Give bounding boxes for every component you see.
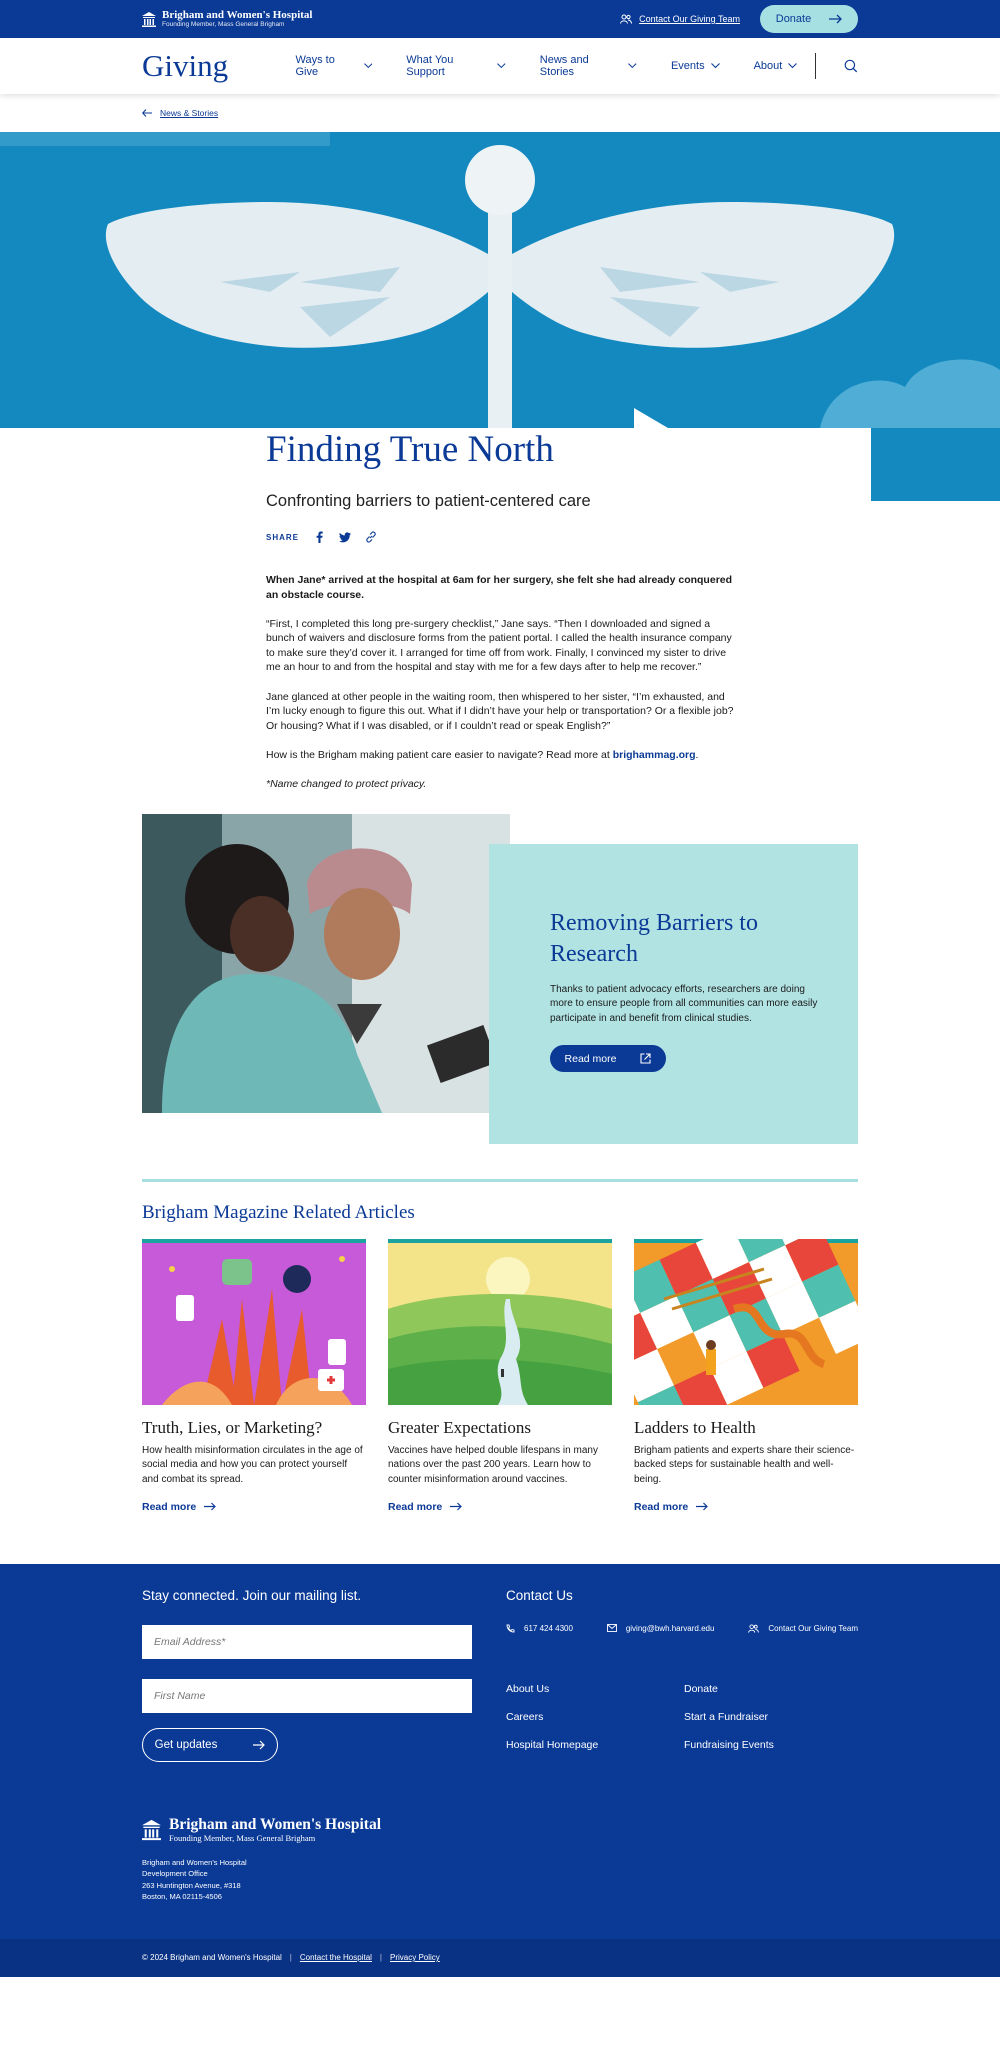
feature-description: Thanks to patient advocacy efforts, researchers are doing more to ensure people from all communities can more easily participate in and benefit from clinical studies. [550, 983, 818, 1024]
copyright-text: © 2024 Brigham and Women's Hospital [142, 1953, 282, 1963]
postal-address [142, 1857, 381, 1903]
footer-brand [142, 1817, 381, 1903]
contact-section [506, 1588, 858, 1751]
nav-divider [815, 53, 816, 79]
giving-home-link[interactable]: Giving [142, 48, 229, 83]
read-more-label: Read more [564, 1052, 617, 1065]
separator: | [379, 1953, 382, 1963]
email-placeholder: Email Address* [154, 1635, 226, 1648]
article-card[interactable] [634, 1239, 858, 1513]
card-title: Ladders to Health [634, 1417, 756, 1437]
copy-link-icon[interactable] [365, 531, 377, 543]
get-updates-button[interactable] [142, 1728, 278, 1762]
read-more-label: Read more [142, 1500, 197, 1513]
nav-about[interactable] [754, 60, 798, 72]
phone-number: 617 424 4300 [524, 1623, 573, 1633]
contact-heading: Contact Us [506, 1587, 573, 1603]
patient-consultation-photo [142, 814, 510, 1113]
people-icon [748, 1624, 759, 1633]
email-address: giving@bwh.harvard.edu [625, 1623, 715, 1633]
people-icon [620, 14, 632, 24]
arrow-right-icon [450, 1502, 462, 1511]
footer-link-start-fundraiser[interactable]: Start a Fundraiser [684, 1710, 769, 1723]
privacy-note: *Name changed to protect privacy. [266, 777, 427, 790]
card-read-more-link[interactable] [142, 1501, 366, 1513]
article-card[interactable] [388, 1239, 612, 1513]
address-line: 263 Huntington Avenue, #318 [142, 1880, 241, 1890]
phone-link[interactable] [506, 1624, 573, 1633]
nav-news-and-stories[interactable] [540, 54, 637, 78]
email-field[interactable] [142, 1625, 472, 1659]
site-footer [0, 1564, 1000, 1939]
card-title: Truth, Lies, or Marketing? [142, 1417, 323, 1437]
article-card[interactable] [142, 1239, 366, 1513]
card-text: Brigham patients and experts share their science-backed steps for sustainable health and well-being. [634, 1444, 855, 1485]
nav-label: News and Stories [539, 54, 589, 78]
article-body [266, 573, 736, 792]
email-link[interactable] [607, 1624, 715, 1633]
feature-title: Removing Barriers to Research [550, 909, 758, 967]
article-subtitle: Confronting barriers to patient-centered care [266, 492, 591, 510]
feature-photo [142, 814, 510, 1113]
chevron-down-icon [711, 63, 720, 69]
donate-button[interactable] [760, 5, 858, 33]
search-icon[interactable] [844, 59, 858, 73]
arrow-right-icon [253, 1740, 265, 1750]
hospital-logo[interactable] [142, 10, 312, 29]
address-line: Boston, MA 02115-4506 [142, 1892, 222, 1902]
arrow-left-icon [142, 109, 152, 117]
arrow-right-icon [829, 14, 842, 24]
mailing-signup [142, 1588, 472, 1762]
separator: | [289, 1953, 292, 1963]
misinformation-illustration [142, 1239, 366, 1405]
building-icon [142, 12, 156, 27]
contact-hospital-link[interactable]: Contact the Hospital [299, 1953, 372, 1963]
nav-label: Ways to Give [295, 54, 335, 78]
paragraph-text: How is the Brigham making patient care easier to navigate? Read more at [266, 748, 613, 761]
share-label: SHARE [266, 532, 300, 542]
contact-team-label: Contact Our Giving Team [768, 1623, 858, 1633]
card-image [388, 1239, 612, 1405]
feature-callout [0, 814, 1000, 1179]
breadcrumb[interactable] [0, 94, 1000, 132]
share-bar [266, 531, 736, 543]
nav-events[interactable] [671, 60, 720, 72]
feature-panel [489, 844, 858, 1144]
contact-giving-team-label: Contact Our Giving Team [639, 14, 740, 24]
footer-brand-name: Brigham and Women's Hospital [169, 1815, 382, 1833]
article-paragraph [266, 748, 736, 763]
chevron-down-icon [364, 63, 373, 69]
card-text: How health misinformation circulates in the age of social media and how you can protect yourself and combat its spread. [142, 1444, 363, 1485]
utility-bar [0, 0, 1000, 38]
address-line: Brigham and Women's Hospital [142, 1857, 247, 1867]
contact-giving-team-link[interactable] [620, 14, 740, 24]
chevron-down-icon [628, 63, 637, 69]
phone-icon [506, 1624, 515, 1633]
privacy-policy-link[interactable]: Privacy Policy [390, 1953, 440, 1963]
chevron-down-icon [788, 63, 797, 69]
hero-corner-block [871, 428, 1000, 501]
get-updates-label: Get updates [154, 1738, 218, 1751]
main-navigation [0, 38, 1000, 94]
card-read-more-link[interactable] [634, 1501, 858, 1513]
footer-links [506, 1683, 858, 1751]
related-articles [0, 1179, 1000, 1513]
card-read-more-link[interactable] [388, 1501, 612, 1513]
card-text: Vaccines have helped double lifespans in many nations over the past 200 years. Learn how to counter misinformation around vaccines. [388, 1444, 598, 1485]
snakes-and-ladders-illustration [634, 1239, 858, 1405]
brighammag-link[interactable]: brighammag.org [612, 748, 696, 761]
footer-link-careers[interactable]: Careers [506, 1710, 544, 1723]
read-more-label: Read more [634, 1500, 689, 1513]
donate-label: Donate [775, 13, 812, 25]
caduceus-wings-illustration [0, 132, 1000, 428]
building-icon [142, 1819, 161, 1841]
chevron-down-icon [497, 63, 506, 69]
card-image [142, 1239, 366, 1405]
article-title: Finding True North [266, 429, 554, 470]
article [266, 428, 736, 792]
article-lead: When Jane* arrived at the hospital at 6am for her surgery, she felt she had already conquered an obstacle course. [266, 574, 733, 601]
first-name-field[interactable] [142, 1679, 472, 1713]
paragraph-suffix: . [695, 748, 699, 761]
related-heading: Brigham Magazine Related Articles [142, 1201, 415, 1223]
footer-logo[interactable] [142, 1817, 381, 1843]
section-divider [142, 1179, 858, 1182]
copyright-bar [0, 1939, 1000, 1977]
mail-icon [607, 1624, 617, 1632]
read-more-label: Read more [388, 1500, 443, 1513]
external-link-icon [640, 1053, 651, 1064]
arrow-right-icon [696, 1502, 708, 1511]
sunrise-road-illustration [388, 1239, 612, 1405]
hospital-name: Brigham and Women's Hospital [162, 8, 313, 21]
contact-team-link[interactable] [748, 1624, 858, 1633]
mailing-heading: Stay connected. Join our mailing list. [142, 1587, 362, 1603]
footer-link-fundraising-events[interactable]: Fundraising Events [684, 1738, 774, 1751]
nav-label: Events [670, 60, 705, 72]
card-title: Greater Expectations [388, 1417, 532, 1437]
footer-link-donate[interactable]: Donate [684, 1682, 718, 1695]
twitter-icon[interactable] [339, 531, 351, 543]
nav-ways-to-give[interactable] [296, 54, 373, 78]
hero-image [0, 132, 1000, 428]
address-line: Development Office [142, 1869, 208, 1879]
card-image [634, 1239, 858, 1405]
nav-label: What You Support [406, 54, 454, 78]
breadcrumb-label: News & Stories [160, 108, 219, 118]
feature-read-more-button[interactable] [550, 1045, 666, 1072]
footer-link-about-us[interactable]: About Us [506, 1682, 550, 1695]
nav-what-you-support[interactable] [406, 54, 506, 78]
nav-label: About [753, 60, 783, 72]
footer-link-hospital-homepage[interactable]: Hospital Homepage [506, 1738, 599, 1751]
article-paragraph: “First, I completed this long pre-surgery checklist,” Jane says. “Then I downloaded and signed a bunch of waivers and disclosure forms from the patient portal. I called the health insurance company to make sure they’d cover it. I arranged for time off from work. Finally, I convinced my sister to drive me an hour to and from the hospital and stay with me for a few days after to help me recover.” [266, 617, 732, 674]
hospital-subtitle: Founding Member, Mass General Brigham [162, 20, 285, 28]
first-name-placeholder: First Name [154, 1689, 206, 1702]
article-paragraph: Jane glanced at other people in the waiting room, then whispered to her sister, “I’m exhausted, and I’m lucky enough to figure this out. What if I didn’t have your help or transportation? Or a flexible job? Or housing? What if I was disabled, or if I couldn’t read or speak English?” [266, 690, 734, 732]
facebook-icon[interactable] [313, 531, 325, 543]
arrow-right-icon [204, 1502, 216, 1511]
footer-brand-subtitle: Founding Member, Mass General Brigham [169, 1832, 316, 1843]
